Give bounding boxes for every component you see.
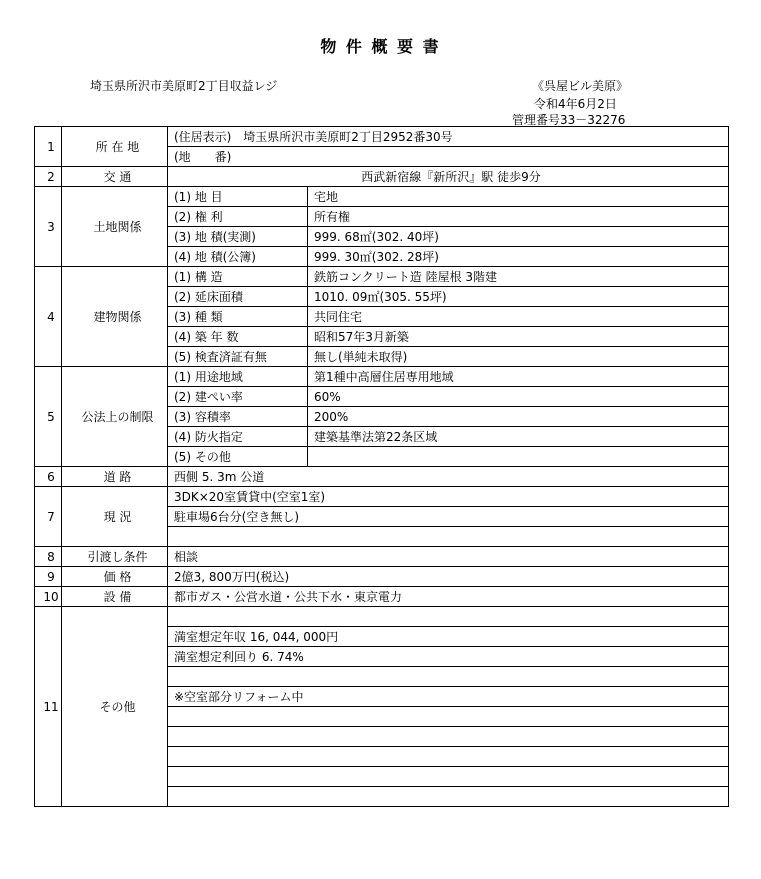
table-row [35,267,729,287]
category-label: その他 [62,607,168,807]
other-line [168,607,729,627]
row-number: 7 [35,487,62,547]
other-line: ※空室部分リフォーム中 [168,687,729,707]
item-value: 昭和57年3月新築 [308,327,729,347]
category-label: 道 路 [62,467,168,487]
item-label: (4) 築 年 数 [168,327,308,347]
row-number: 8 [35,547,62,567]
row-number: 11 [35,607,62,807]
item-value: 1010. 09㎡(305. 55坪) [308,287,729,307]
table-row [35,607,729,627]
category-label: 価 格 [62,567,168,587]
category-label: 所 在 地 [62,127,168,167]
other-line [168,707,729,727]
row-number: 1 [35,127,62,167]
item-label: (3) 地 積(実測) [168,227,308,247]
item-value: 999. 68㎡(302. 40坪) [308,227,729,247]
item-value: 建築基準法第22条区域 [308,427,729,447]
category-label: 引渡し条件 [62,547,168,567]
table-row [35,567,729,587]
other-line [168,747,729,767]
category-label: 交 通 [62,167,168,187]
row-number: 5 [35,367,62,467]
other-line [168,667,729,687]
facilities-value: 都市ガス・公営水道・公共下水・東京電力 [168,587,729,607]
price-value: 2億3, 800万円(税込) [168,567,729,587]
other-line: 満室想定年収 16, 044, 000円 [168,627,729,647]
transport-value: 西武新宿線『新所沢』駅 徒歩9分 [168,167,729,187]
item-value [308,447,729,467]
item-value: 無し(単純未取得) [308,347,729,367]
item-value: 共同住宅 [308,307,729,327]
document-title: 物 件 概 要 書 [320,37,441,56]
item-label: (3) 容積率 [168,407,308,427]
table-row [35,187,729,207]
item-label: (5) その他 [168,447,308,467]
document-date: 令和4年6月2日 [534,97,617,111]
address-label: (住居表示) [174,130,232,144]
table-row [35,127,729,147]
category-label: 土地関係 [62,187,168,267]
status-line: 3DK×20室賃貸中(空室1室) [168,487,729,507]
row-number: 6 [35,467,62,487]
item-value: 999. 30㎡(302. 28坪) [308,247,729,267]
row-number: 2 [35,167,62,187]
table-row [35,467,729,487]
category-label: 公法上の制限 [62,367,168,467]
lot-number-label: (地 番) [168,147,729,167]
item-label: (4) 防火指定 [168,427,308,447]
road-value: 西側 5. 3m 公道 [168,467,729,487]
item-label: (2) 権 利 [168,207,308,227]
row-number: 4 [35,267,62,367]
address-value: 埼玉県所沢市美原町2丁目2952番30号 [243,130,453,144]
row-number: 3 [35,187,62,267]
property-summary-table [34,126,729,807]
item-value: 鉄筋コンクリート造 陸屋根 3階建 [308,267,729,287]
item-value: 60% [308,387,729,407]
property-reference: 《呉屋ビル美原》 [532,79,629,93]
item-label: (1) 構 造 [168,267,308,287]
category-label: 現 況 [62,487,168,547]
row-number: 9 [35,567,62,587]
category-label: 建物関係 [62,267,168,367]
other-line [168,787,729,807]
row-number: 10 [35,587,62,607]
table-row [35,167,729,187]
item-label: (2) 延床面積 [168,287,308,307]
other-line: 満室想定利回り 6. 74% [168,647,729,667]
item-label: (3) 種 類 [168,307,308,327]
item-label: (4) 地 積(公簿) [168,247,308,267]
handover-value: 相談 [168,547,729,567]
table-row [35,367,729,387]
address-cell [168,127,729,147]
status-line: 駐車場6台分(空き無し) [168,507,729,527]
item-value: 宅地 [308,187,729,207]
item-value: 200% [308,407,729,427]
category-label: 設 備 [62,587,168,607]
table-row [35,587,729,607]
table-row [35,487,729,507]
property-name: 埼玉県所沢市美原町2丁目収益レジ [90,79,278,93]
item-value: 所有権 [308,207,729,227]
item-label: (1) 用途地域 [168,367,308,387]
other-line [168,727,729,747]
item-label: (5) 検査済証有無 [168,347,308,367]
table-row [35,547,729,567]
item-value: 第1種中高層住居専用地域 [308,367,729,387]
item-label: (1) 地 目 [168,187,308,207]
item-label: (2) 建ぺい率 [168,387,308,407]
status-line [168,527,729,547]
management-number: 管理番号33－32276 [512,113,626,127]
other-line [168,767,729,787]
